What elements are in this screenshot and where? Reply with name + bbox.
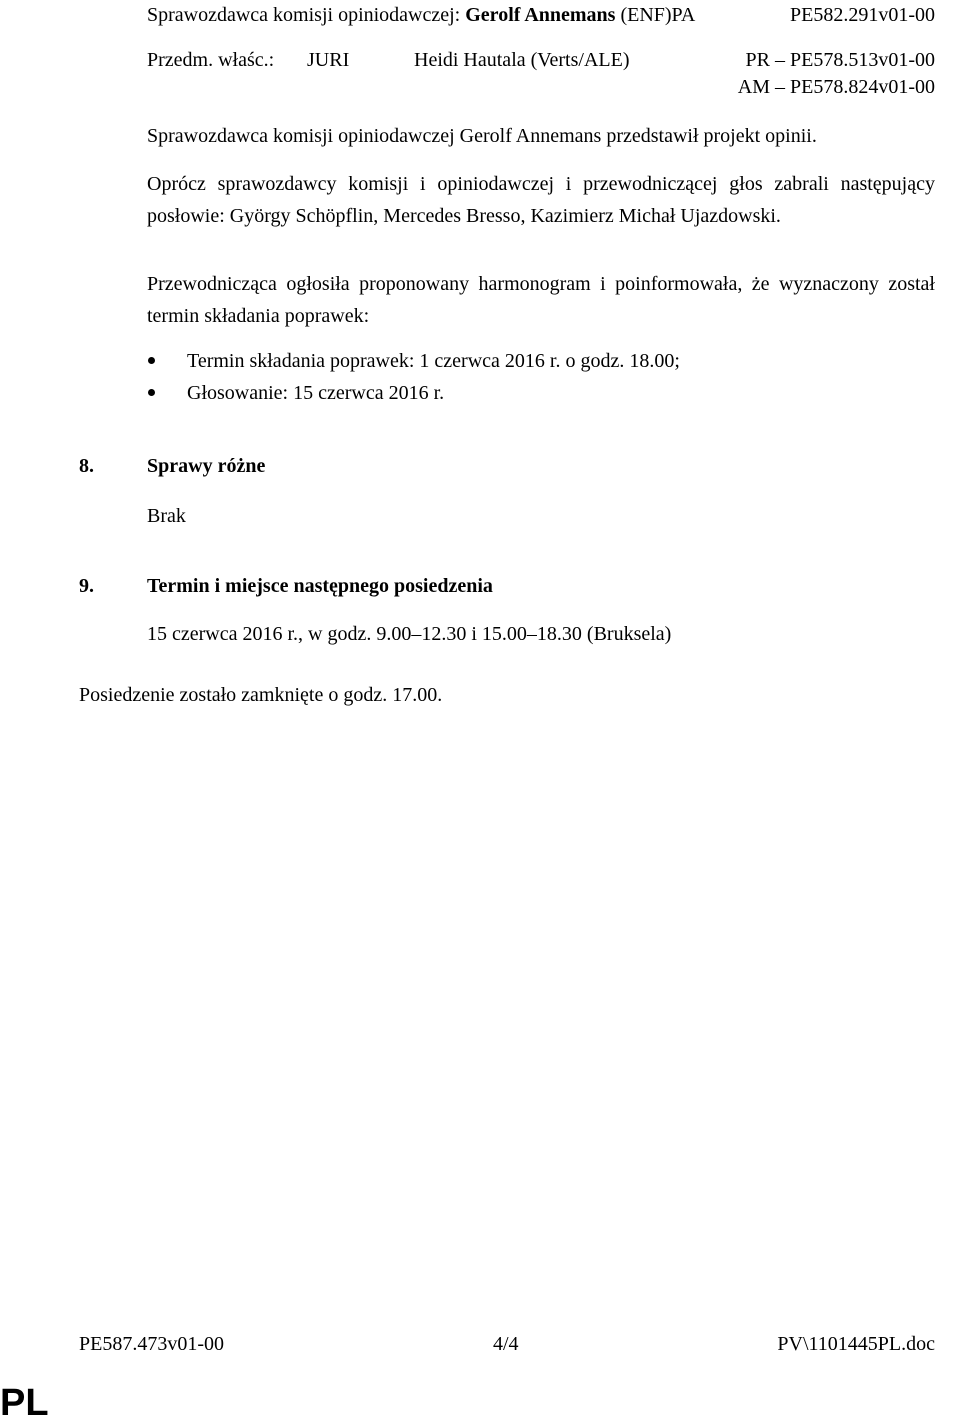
section-8-title: Sprawy różne [147, 455, 266, 477]
bullet-icon [148, 389, 155, 396]
footer-filename: PV\1101445PL.doc [777, 1333, 935, 1355]
committee-code: JURI [307, 49, 350, 71]
footer-doc-reference: PE587.473v01-00 [79, 1333, 224, 1355]
paragraph-presentation: Sprawozdawca komisji opiniodawczej Gerolf Annemans przedstawił projekt opinii. [147, 125, 817, 147]
language-code: PL [0, 1382, 49, 1424]
list-item-deadline: Termin składania poprawek: 1 czerwca 2016 r. o godz. 18.00; [187, 350, 680, 372]
committee-label: Przedm. właśc.: [147, 49, 275, 71]
list-item-vote: Głosowanie: 15 czerwca 2016 r. [187, 382, 445, 404]
section-8-number: 8. [79, 455, 94, 477]
section-9-title: Termin i miejsce następnego posiedzenia [147, 575, 493, 597]
paragraph-timetable: Przewodnicząca ogłosiła proponowany harmonogram i poinformowała, że wyznaczony został termin składania poprawek: [147, 273, 935, 327]
section-9-text: 15 czerwca 2016 r., w godz. 9.00–12.30 i 15.00–18.30 (Bruksela) [147, 623, 672, 645]
rapporteur-group: (ENF)PA [620, 4, 696, 26]
rapporteur-label: Sprawozdawca komisji opiniodawczej: [147, 4, 461, 26]
footer-page-number: 4/4 [493, 1333, 519, 1355]
pa-reference: PE582.291v01-00 [790, 4, 935, 26]
committee-rapporteur: Heidi Hautala (Verts/ALE) [414, 49, 630, 71]
paragraph-speakers: Oprócz sprawozdawcy komisji i opiniodawczej i przewodniczącej głos zabrali następujący posłowie: György Schöpflin, Mercedes Bresso, Kazimierz Michał Ujazdowski. [147, 173, 935, 227]
pr-reference: PR – PE578.513v01-00 [745, 49, 935, 71]
rapporteur-name: Gerolf Annemans [465, 4, 616, 26]
closing-statement: Posiedzenie zostało zamknięte o godz. 17.00. [79, 684, 443, 706]
rapporteur-line [147, 2, 695, 28]
am-reference: AM – PE578.824v01-00 [737, 76, 935, 98]
section-9-number: 9. [79, 575, 94, 597]
section-8-text: Brak [147, 505, 186, 527]
bullet-icon [148, 357, 155, 364]
